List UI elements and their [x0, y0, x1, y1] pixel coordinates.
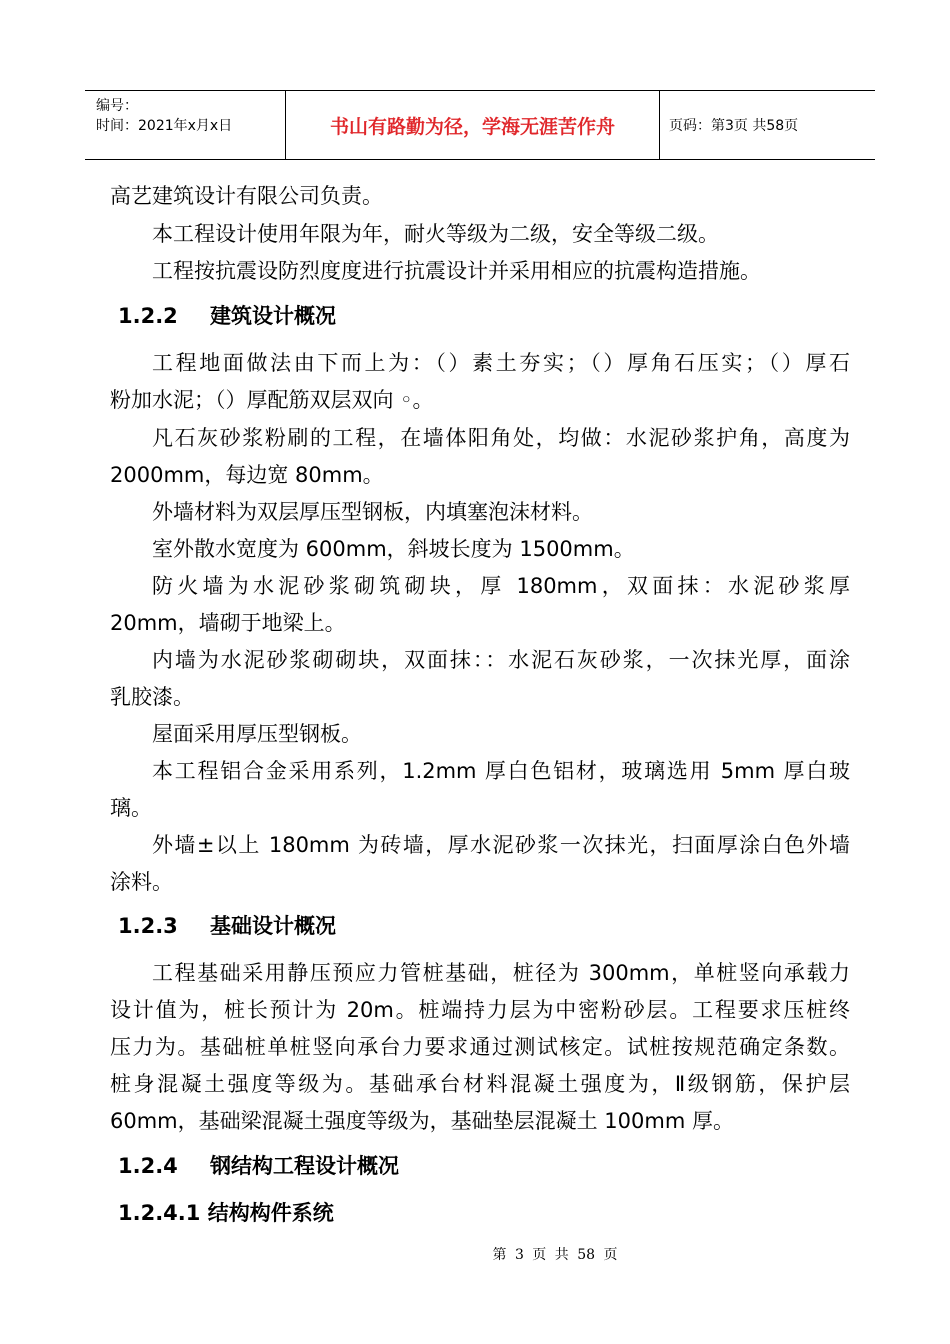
page-header	[85, 90, 875, 160]
header-time-label: 时间：2021年x月x日	[96, 118, 233, 134]
header-page-info	[659, 91, 875, 159]
header-code-label: 编号：	[96, 98, 138, 114]
paragraph: 设计值为，桩长预计为 20m。桩端持力层为中密粉砂层。工程要求压桩终	[110, 998, 850, 1022]
section-title: 基础设计概况	[210, 914, 336, 938]
paragraph: 乳胶漆。	[110, 685, 194, 709]
section-title: 钢结构工程设计概况	[210, 1154, 399, 1178]
paragraph: 内墙为水泥砂浆砌砌块，双面抹：：水泥石灰砂浆，一次抹光厚，面涂	[152, 648, 850, 672]
paragraph: 压力为。基础桩单桩竖向承台力要求通过测试核定。试桩按规范确定条数。	[110, 1035, 850, 1059]
paragraph: 60mm，基础梁混凝土强度等级为，基础垫层混凝土 100mm 厚。	[110, 1109, 734, 1133]
paragraph: 璃。	[110, 796, 152, 820]
paragraph: 粉加水泥；（）厚配筋双层双向 ◦。	[110, 388, 434, 412]
section-heading-1-2-4-1: 1.2.4.1 结构构件系统	[118, 1201, 334, 1225]
paragraph: 屋面采用厚压型钢板。	[152, 722, 362, 746]
section-heading-1-2-2	[118, 300, 336, 330]
paragraph: 室外散水宽度为 600mm，斜坡长度为 1500mm。	[152, 537, 635, 561]
paragraph: 外墙材料为双层厚压型钢板，内填塞泡沫材料。	[152, 500, 593, 524]
paragraph: 涂料。	[110, 870, 173, 894]
header-motto: 书山有路勤为径，学海无涯苦作舟	[285, 91, 660, 159]
section-heading-1-2-4	[118, 1150, 399, 1180]
paragraph: 高艺建筑设计有限公司负责。	[110, 184, 383, 208]
section-heading-1-2-3	[118, 910, 336, 940]
header-page-info-text: 页码：第3页 共58页	[669, 118, 799, 134]
paragraph: 本工程铝合金采用系列，1.2mm 厚白色铝材，玻璃选用 5mm 厚白玻	[152, 759, 850, 783]
section-number: 1.2.2	[118, 304, 178, 328]
paragraph: 外墙±以上 180mm 为砖墙，厚水泥砂浆一次抹光，扫面厚涂白色外墙	[152, 833, 850, 857]
paragraph: 工程地面做法由下而上为：（）素土夯实；（）厚角石压实；（）厚石	[152, 351, 850, 375]
paragraph: 工程基础采用静压预应力管桩基础，桩径为 300mm，单桩竖向承载力	[152, 961, 850, 985]
page-footer	[0, 1244, 950, 1264]
header-meta	[85, 91, 285, 159]
paragraph: 凡石灰砂浆粉刷的工程，在墙体阳角处，均做：水泥砂浆护角，高度为	[152, 426, 850, 450]
section-number: 1.2.4	[118, 1154, 178, 1178]
paragraph: 桩身混凝土强度等级为。基础承台材料混凝土强度为，Ⅱ级钢筋，保护层	[110, 1072, 850, 1096]
paragraph: 防火墙为水泥砂浆砌筑砌块，厚 180mm，双面抹：水泥砂浆厚	[152, 574, 850, 598]
paragraph: 工程按抗震设防烈度度进行抗震设计并采用相应的抗震构造措施。	[152, 259, 761, 283]
footer-page-number: 第 3 页 共 58 页	[492, 1247, 618, 1263]
section-title: 建筑设计概况	[210, 304, 336, 328]
paragraph: 本工程设计使用年限为年，耐火等级为二级，安全等级二级。	[152, 222, 719, 246]
paragraph: 2000mm，每边宽 80mm。	[110, 463, 384, 487]
section-number: 1.2.3	[118, 914, 178, 938]
paragraph: 20mm，墙砌于地梁上。	[110, 611, 346, 635]
